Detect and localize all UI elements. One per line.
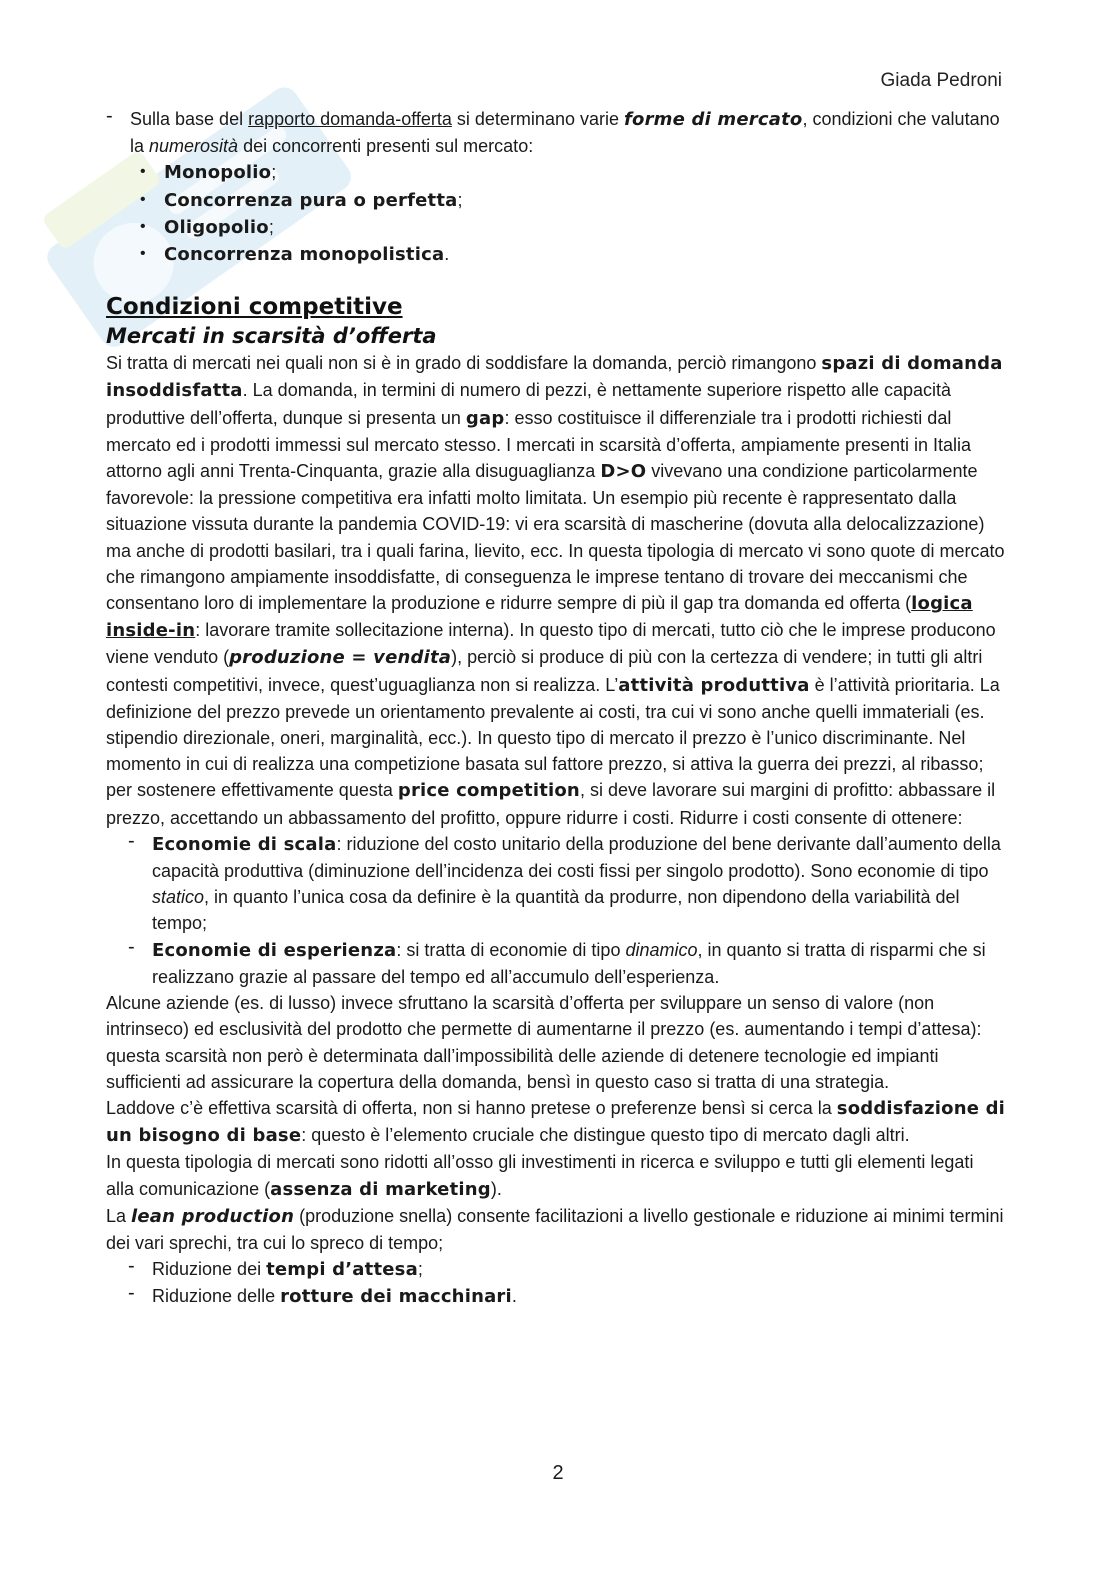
- list-item: • Concorrenza monopolistica.: [140, 241, 1006, 268]
- list-item: • Oligopolio;: [140, 214, 1006, 241]
- list-item: - Riduzione delle rotture dei macchinari.: [128, 1283, 1006, 1310]
- intro-list: [106, 106, 1006, 268]
- document-body: [106, 106, 1006, 1311]
- list-item: • Concorrenza pura o perfetta;: [140, 187, 1006, 214]
- list-item: - Sulla base del rapporto domanda-offerta si determinano varie forme di mercato, condizioni che valutano la numerosità dei concorrenti presenti sul mercato: • Monopolio; • Concorrenza pura o perfetta; • Oligopolio; • Concorrenza monopolistica.: [106, 106, 1006, 268]
- page-number: 2: [552, 1462, 564, 1484]
- reductions-list: [128, 1256, 1006, 1310]
- market-forms-term: forme di mercato: [624, 109, 803, 130]
- market-relation-term: rapporto domanda-offerta: [248, 109, 452, 129]
- market-forms-list: [140, 159, 1006, 268]
- list-item: • Monopolio;: [140, 159, 1006, 186]
- section-subtitle: Mercati in scarsità d’offerta: [106, 324, 437, 349]
- list-item: - Economie di scala: riduzione del costo unitario della produzione del bene derivante dall’aumento della capacità produttiva (diminuzione dell’incidenza dei costi fissi per singolo prodotto). Sono economie di tipo statico, in quanto l’unica cosa da definire è la quantità da produrre, non dipendono della variabilità del tempo;: [128, 831, 1006, 937]
- list-item: - Economie di esperienza: si tratta di economie di tipo dinamico, in quanto si tratta di risparmi che si realizzano grazie al passare del tempo ed all’accumulo dell’esperienza.: [128, 937, 1006, 990]
- paragraph-3: Laddove c’è effettiva scarsità di offerta, non si hanno pretese o preferenze bensì si cerca la soddisfazione di un bisogno di base: questo è l’elemento cruciale che distingue questo tipo di mercato dagli altri.: [106, 1097, 1006, 1147]
- header-author: Giada Pedroni: [880, 70, 1002, 91]
- economies-list: [128, 831, 1006, 990]
- paragraph-4: In questa tipologia di mercati sono ridotti all’osso gli investimenti in ricerca e sviluppo e tutti gli elementi legati alla comunicazione (assenza di marketing).: [106, 1152, 974, 1200]
- list-item: - Riduzione dei tempi d’attesa;: [128, 1256, 1006, 1283]
- paragraph-1: Si tratta di mercati nei quali non si è in grado di soddisfare la domanda, perciò rimangono spazi di domanda insoddisfatta. La domanda, in termini di numero di pezzi, è nettamente superiore rispetto alle capacità produttive dell’offerta, dunque si presenta un gap: esso costituisce il differenziale tra i prodotti richiesti dal mercato ed i prodotti immessi sul mercato stesso. I mercati in scarsità d’offerta, ampiamente presenti in Italia attorno agli anni Trenta-Cinquanta, grazie alla disuguaglianza D>O vivevano una condizione particolarmente favorevole: la pressione competitiva era infatti molto limitata. Un esempio più recente è rappresentato dalla situazione vissuta durante la pandemia COVID-19: vi era scarsità di mascherine (dovuta alla delocalizzazione) ma anche di prodotti basilari, tra i quali farina, lievito, ecc. In questa tipologia di mercato vi sono quote di mercato che rimangono ampiamente insoddisfatte, di conseguenza le imprese tentano di trovare dei meccanismi che consentano loro di implementare la produzione e ridurre sempre di più il gap tra domanda ed offerta (logica inside-in: lavorare tramite sollecitazione interna). In questo tipo di mercati, tutto ciò che le imprese producono viene venduto (produzione = vendita), perciò si produce di più con la certezza di vendere; in tutti gli altri contesti competitivi, invece, quest’uguaglianza non si realizza. L’attività produttiva è l’attività prioritaria. La definizione del prezzo prevede un orientamento prevalente ai costi, tra cui vi sono anche quelli immateriali (es. stipendio direzionale, oneri, marginalità, ecc.). In questo tipo di mercato il prezzo è l’unico discriminante. Nel momento in cui di realizza una competizione basata sul fattore prezzo, si attiva la guerra dei prezzi, al ribasso; per sostenere effettivamente questa price competition, si deve lavorare sui margini di profitto: abbassare il prezzo, accettando un abbassamento del profitto, oppure ridurre i costi. Ridurre i costi consente di ottenere:: [106, 353, 1005, 828]
- section-title: Condizioni competitive: [106, 294, 403, 321]
- paragraph-2: Alcune aziende (es. di lusso) invece sfruttano la scarsità d’offerta per sviluppare un senso di valore (non intrinseco) ed esclusività del prodotto che permette di aumentarne il prezzo (es. aumentando i tempi d’attesa): questa scarsità non però è determinata dall’impossibilità delle aziende di detenere tecnologie ed impianti sufficienti ad assicurare la copertura della domanda, bensì in questo caso si tratta di una strategia.: [106, 993, 982, 1092]
- paragraph-5: La lean production (produzione snella) consente facilitazioni a livello gestionale e riduzione ai minimi termini dei vari sprechi, tra cui lo spreco di tempo;: [106, 1205, 1004, 1253]
